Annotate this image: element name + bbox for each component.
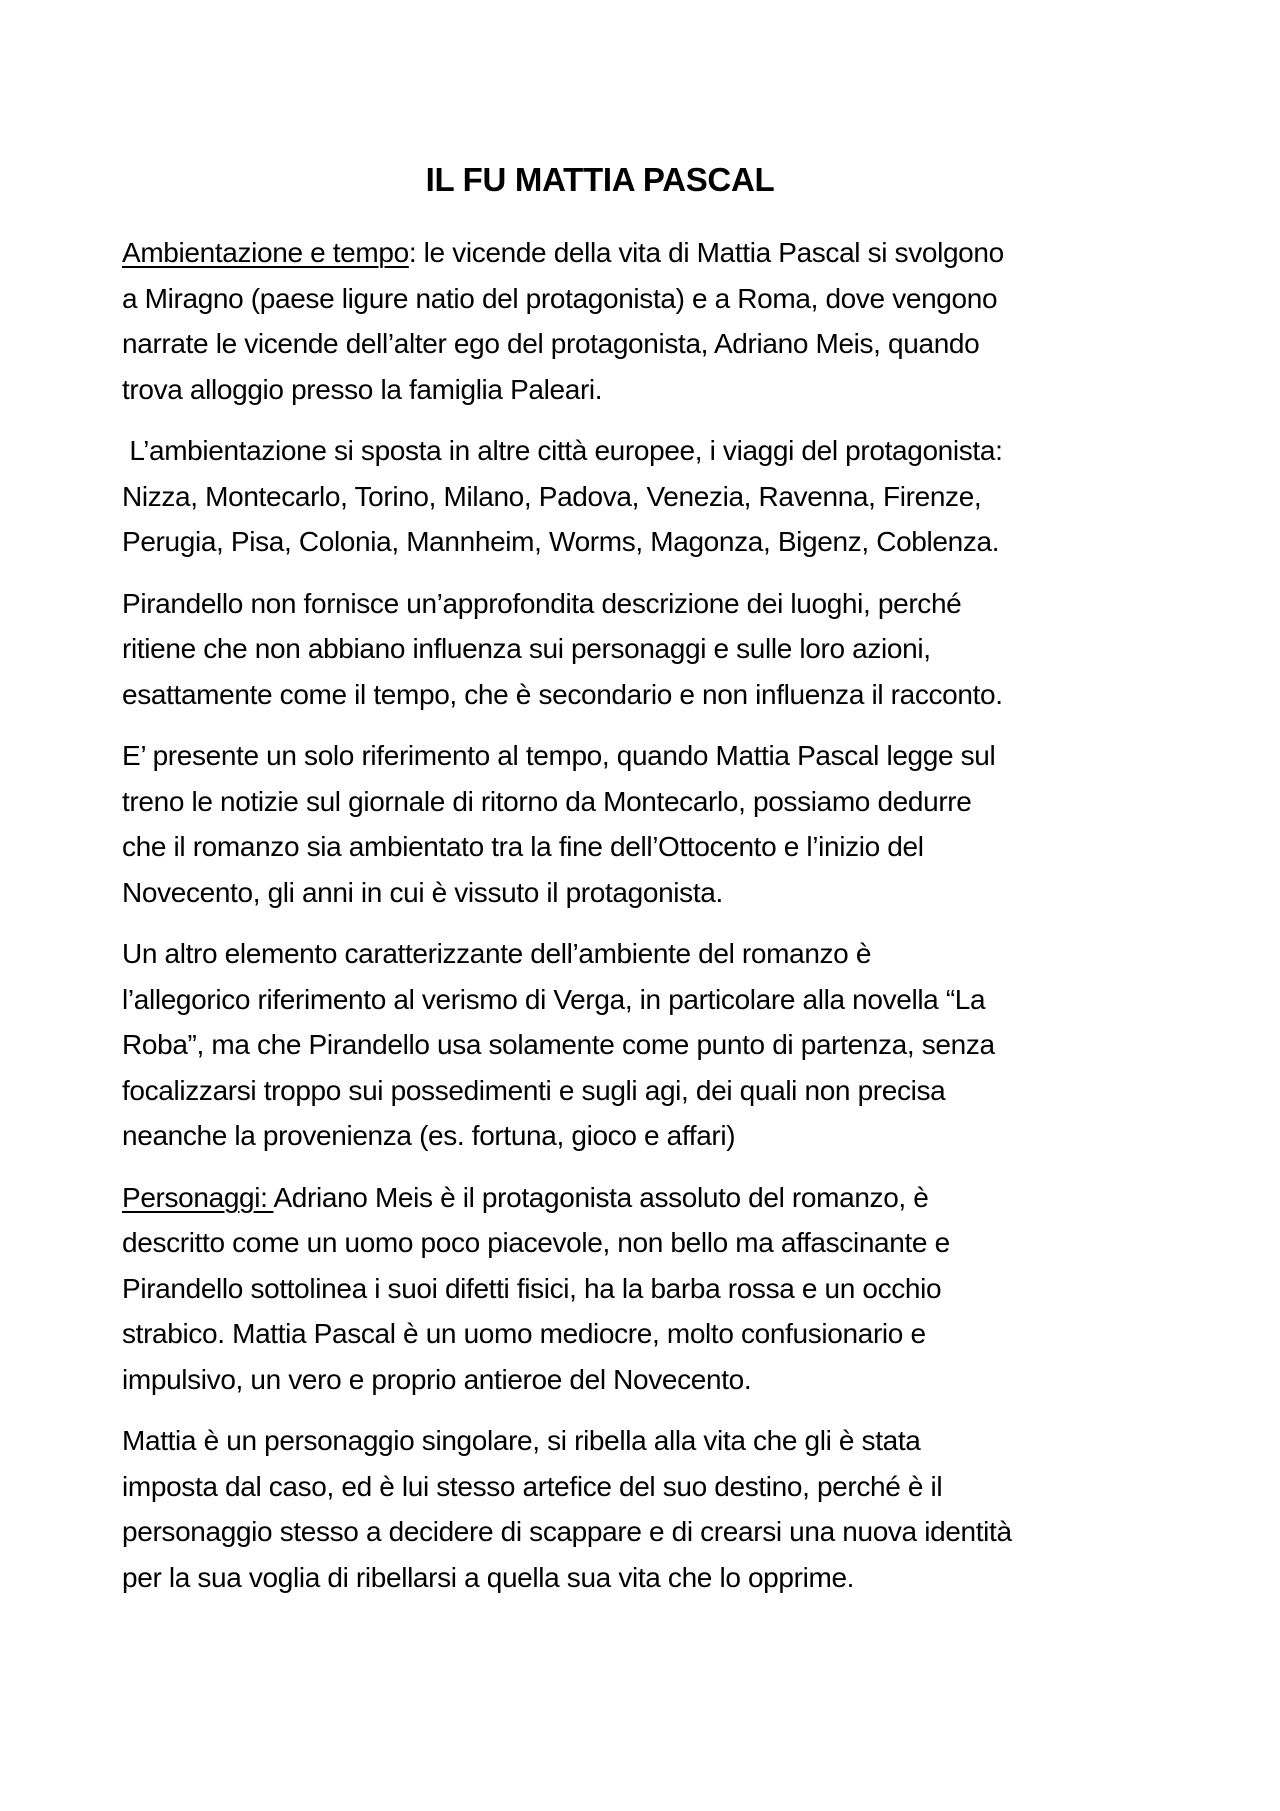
paragraph-citta <box>122 428 1182 565</box>
paragraph-line: trova alloggio presso la famiglia Paleari. <box>122 373 603 405</box>
paragraph-line: Nizza, Montecarlo, Torino, Milano, Padova, Venezia, Ravenna, Firenze, <box>122 480 982 512</box>
paragraph-line: Un altro elemento caratterizzante dell’ambiente del romanzo è <box>122 938 872 969</box>
paragraph-line: che il romanzo sia ambientato tra la fine dell’Ottocento e l’inizio del <box>122 831 924 862</box>
paragraph-ambientazione <box>122 230 1182 412</box>
paragraph-line: Pirandello sottolinea i suoi difetti fisici, ha la barba rossa e un occhio <box>122 1272 942 1304</box>
paragraph-line: ritiene che non abbiano influenza sui personaggi e sulle loro azioni, <box>122 633 931 664</box>
section-heading-personaggi: Personaggi: <box>122 1181 274 1213</box>
paragraph-verga <box>122 931 1182 1159</box>
paragraph-line: Pirandello non fornisce un’approfondita descrizione dei luoghi, perché <box>122 587 962 619</box>
paragraph-tempo <box>122 733 1182 915</box>
section-heading-ambientazione: Ambientazione e tempo <box>122 237 409 268</box>
paragraph-line: a Miragno (paese ligure natio del protagonista) e a Roma, dove vengono <box>122 282 998 314</box>
line-text: Adriano Meis è il protagonista assoluto del romanzo, è <box>273 1181 929 1213</box>
line-text: : le vicende della vita di Mattia Pascal si svolgono <box>408 237 1004 268</box>
paragraph-line: l’allegorico riferimento al verismo di Verga, in particolare alla novella “La <box>122 983 986 1015</box>
document-body <box>122 230 1182 1616</box>
paragraph-line: impulsivo, un vero e proprio antieroe del Novecento. <box>122 1363 752 1395</box>
paragraph-line: focalizzarsi troppo sui possedimenti e sugli agi, dei quali non precisa <box>122 1074 946 1106</box>
paragraph-line: treno le notizie sul giornale di ritorno da Montecarlo, possiamo dedurre <box>122 785 972 817</box>
paragraph-line: per la sua voglia di ribellarsi a quella sua vita che lo opprime. <box>122 1561 855 1593</box>
paragraph-line <box>122 230 1182 276</box>
paragraph-luoghi <box>122 581 1182 718</box>
paragraph-personaggi <box>122 1175 1182 1403</box>
paragraph-line: L’ambientazione si sposta in altre città europee, i viaggi del protagonista: <box>122 435 1003 466</box>
paragraph-line: strabico. Mattia Pascal è un uomo mediocre, molto confusionario e <box>122 1318 926 1349</box>
paragraph-line: neanche la provenienza (es. fortuna, gioco e affari) <box>122 1120 736 1151</box>
paragraph-line <box>122 1175 1182 1221</box>
paragraph-line: narrate le vicende dell’alter ego del protagonista, Adriano Meis, quando <box>122 328 980 359</box>
paragraph-line: Perugia, Pisa, Colonia, Mannheim, Worms, Magonza, Bigenz, Coblenza. <box>122 526 1000 557</box>
paragraph-line: Mattia è un personaggio singolare, si ribella alla vita che gli è stata <box>122 1425 921 1456</box>
paragraph-line: esattamente come il tempo, che è secondario e non influenza il racconto. <box>122 678 1003 710</box>
paragraph-mattia <box>122 1418 1182 1600</box>
paragraph-line: imposta dal caso, ed è lui stesso artefice del suo destino, perché è il <box>122 1470 943 1502</box>
paragraph-line: personaggio stesso a decidere di scappare e di crearsi una nuova identità <box>122 1516 1012 1547</box>
document-title: IL FU MATTIA PASCAL <box>425 161 775 198</box>
paragraph-line: Roba”, ma che Pirandello usa solamente come punto di partenza, senza <box>122 1029 995 1060</box>
paragraph-line: Novecento, gli anni in cui è vissuto il protagonista. <box>122 876 723 908</box>
paragraph-line: descritto come un uomo poco piacevole, non bello ma affascinante e <box>122 1227 950 1258</box>
paragraph-line: E’ presente un solo riferimento al tempo, quando Mattia Pascal legge sul <box>122 740 996 771</box>
